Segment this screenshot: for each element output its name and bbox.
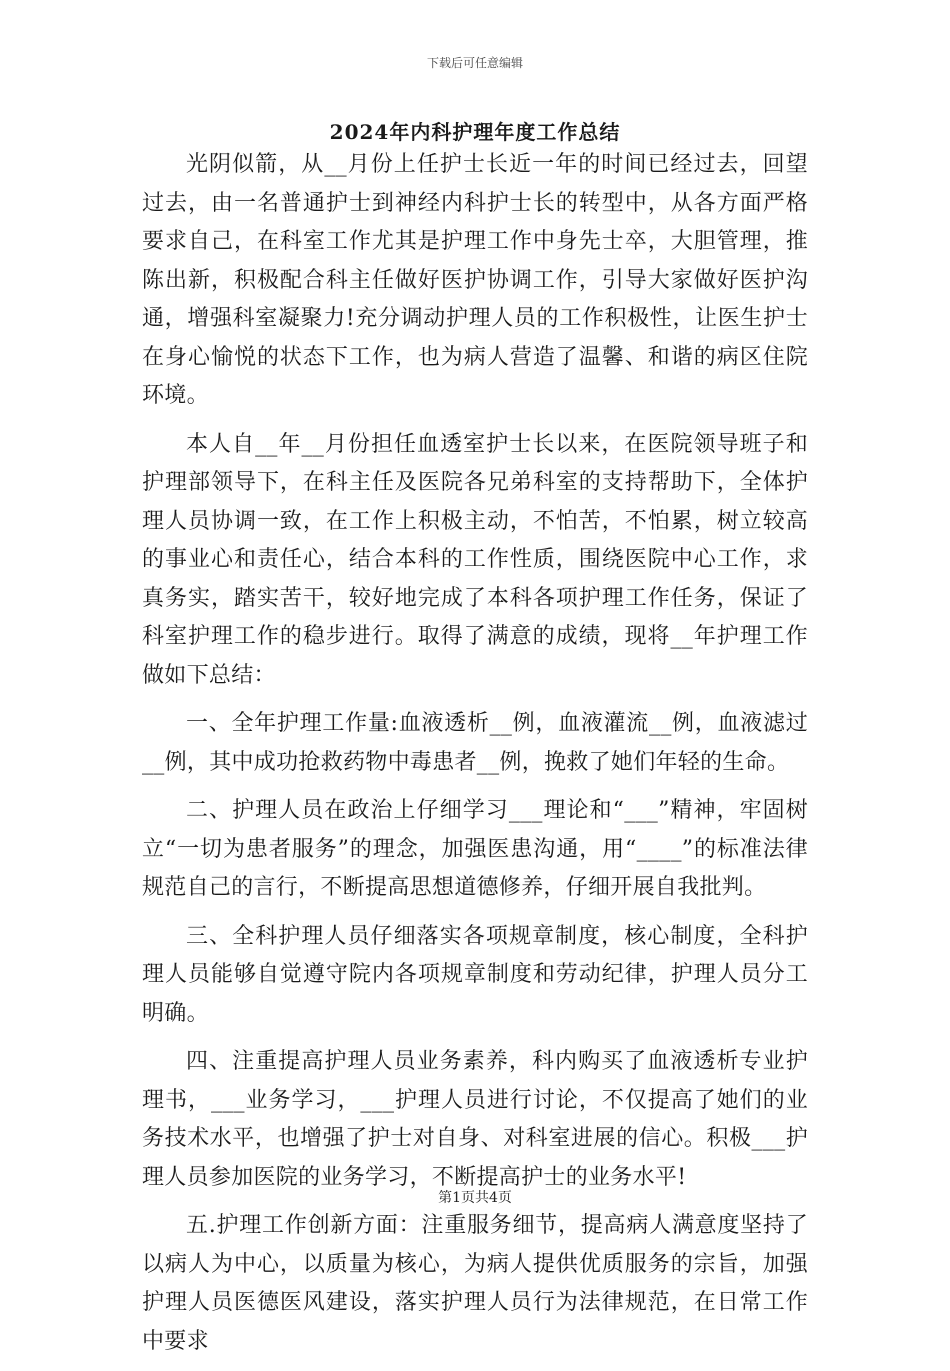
paragraph-regulations: 三、全科护理人员仔细落实各项规章制度，核心制度，全科护理人员能够自觉遵守院内各项规章制度和劳动纪律，护理人员分工明确。 — [142, 923, 808, 1026]
paragraph-innovation: 五.护理工作创新方面：注重服务细节，提高病人满意度坚持了以病人为中心，以质量为核心，为病人提供优质服务的宗旨，加强护理人员医德医风建设，落实护理人员行为法律规范，在日常工作中要求 — [142, 1213, 808, 1354]
paragraph-workload: 一、全年护理工作量:血液透析__例，血液灌流__例，血液滤过__例，其中成功抢救药物中毒患者__例，挽救了她们年轻的生命。 — [142, 711, 808, 775]
page-footer: 第1页共4页 — [438, 1190, 512, 1206]
paragraph-intro: 光阴似箭，从__月份上任护士长近一年的时间已经过去，回望过去，由一名普通护士到神经内科护士长的转型中，从各方面严格要求自己，在科室工作尤其是护理工作中身先士卒，大胆管理，推陈出新，积极配合科主任做好医护协调工作，引导大家做好医护沟通，增强科室凝聚力!充分调动护理人员的工作积极性，让医生护士在身心愉悦的状态下工作，也为病人营造了温馨、和谐的病区住院环境。 — [142, 152, 808, 408]
paragraph-political-study: 二、护理人员在政治上仔细学习___理论和“___”精神，牢固树立“一切为患者服务”的理念，加强医患沟通，用“____”的标准法律规范自己的言行，不断提高思想道德修养，仔细开展自我批判。 — [142, 798, 808, 900]
paragraph-professional-quality: 四、注重提高护理人员业务素养，科内购买了血液透析专业护理书，___业务学习，___护理人员进行讨论，不仅提高了她们的业务技术水平，也增强了护士对自身、对科室进展的信心。积极___护理人员参加医院的业务学习，不断提高护士的业务水平! — [142, 1049, 808, 1190]
paragraph-summary: 本人自__年__月份担任血透室护士长以来，在医院领导班子和护理部领导下，在科主任及医院各兄弟科室的支持帮助下，全体护理人员协调一致，在工作上积极主动，不怕苦，不怕累，树立较高的事业心和责任心，结合本科的工作性质，围绕医院中心工作，求真务实，踏实苦干，较好地完成了本科各项护理工作任务，保证了科室护理工作的稳步进行。取得了满意的成绩，现将__年护理工作做如下总结： — [142, 431, 808, 688]
page-header: 下载后可任意编辑 — [426, 56, 523, 70]
document-title: 2024年内科护理年度工作总结 — [329, 120, 621, 144]
